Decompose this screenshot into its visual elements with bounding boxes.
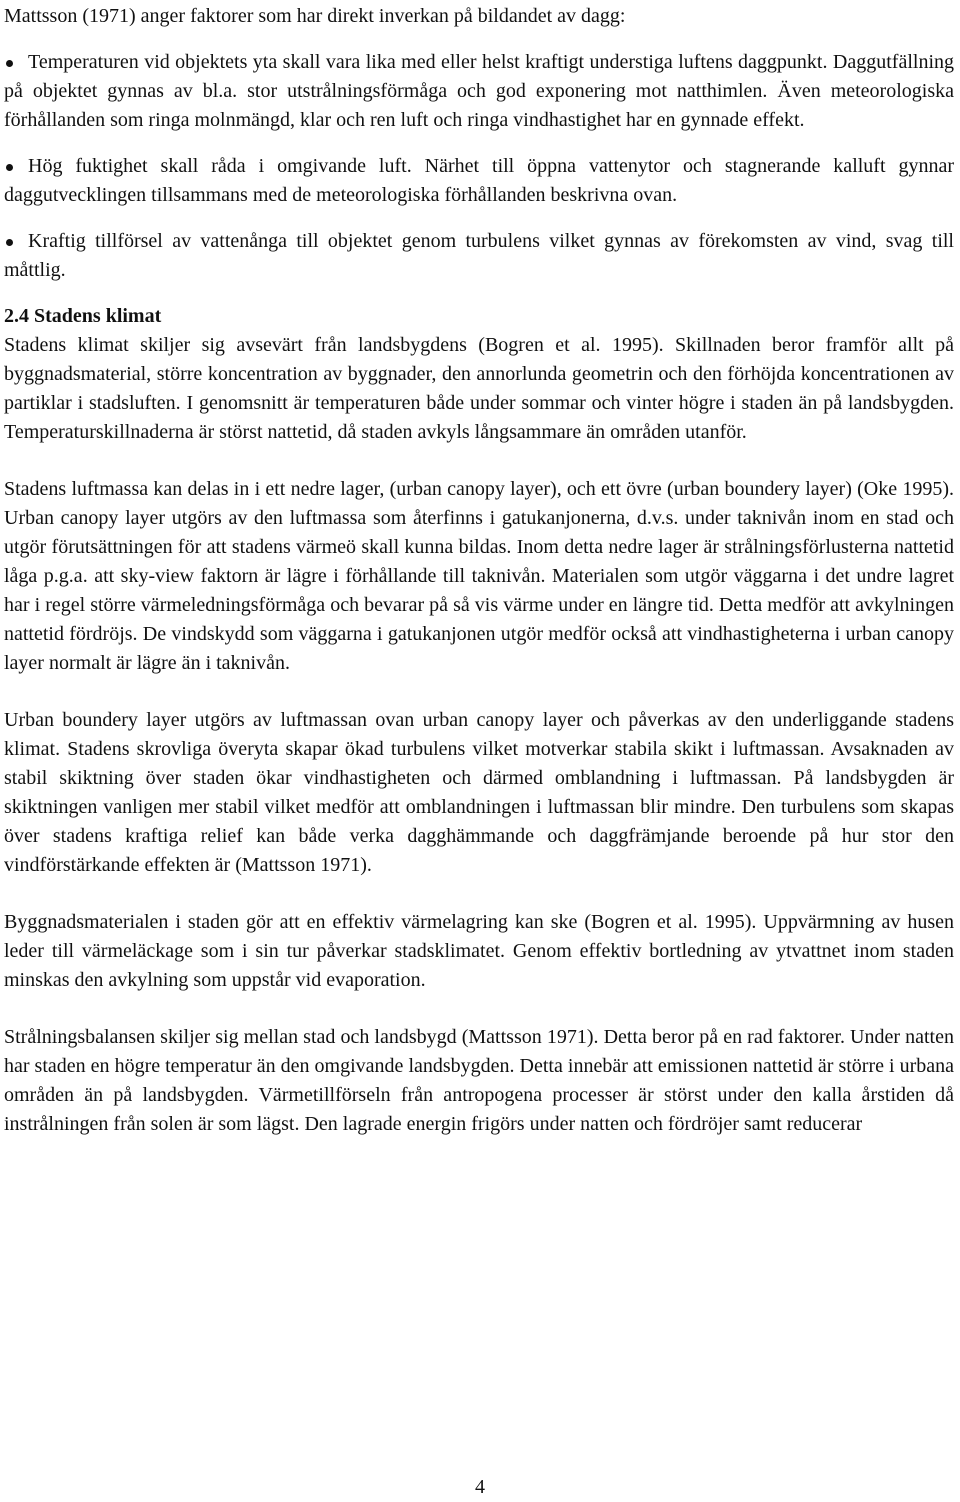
bullet-text: Kraftig tillförsel av vattenånga till objektet genom turbulens vilket gynnas av förekomsten av vind, svag till måttlig. xyxy=(4,230,954,281)
section-paragraph: Stadens luftmassa kan delas in i ett nedre lager, (urban canopy layer), och ett övre (urban boundery layer) (Oke 1995). Urban canopy layer utgörs av den luftmassa som återfinns i gatukanjonerna, d.v.s. under taknivån inom en stad och utgör förutsättningen för att stadens värmeö skall kunna bildas. Inom detta nedre lager är strålningsförlusterna nattetid låga p.g.a. att sky-view faktorn är lägre i förhållande till taknivån. Materialen som utgör väggarna i det undre lagret har i regel större värmeledningsförmåga och bevarar på så vis värme under en längre tid. Detta medför att avkylningen nattetid fördröjs. De vindskydd som väggarna i gatukanjonen utgör medför också att vindhastigheterna i urban canopy layer normalt är lägre än i taknivån. xyxy=(4,478,954,674)
factor-list xyxy=(4,48,954,285)
section-heading: 2.4 Stadens klimat xyxy=(4,305,162,327)
list-item xyxy=(4,48,954,135)
bullet-text: Temperaturen vid objektets yta skall vara lika med eller helst kraftigt understiga luftens daggpunkt. Daggutfällning på objektet gynnas av bl.a. stor utstrålningsförmåga och god exponering mot natthimlen. Även meteorologiska förhållanden som ringa molnmängd, klar och ren luft och ringa vindhastighet har en gynnade effekt. xyxy=(4,51,954,131)
section-paragraph: Strålningsbalansen skiljer sig mellan stad och landsbygd (Mattsson 1971). Detta beror på en rad faktorer. Under natten har staden en högre temperatur än den omgivande landsbygden. Detta innebär att emissionen nattetid är större i urbana områden än på landsbygden. Värmetillförseln från antropogena processer är störst under den kalla årstiden då instrålningen från solen är som lägst. Den lagrade energin frigörs under natten och fördröjer samt reducerar xyxy=(4,1026,954,1135)
bullet-dot-icon xyxy=(6,239,13,246)
document-page xyxy=(4,0,954,1167)
bullet-text: Hög fuktighet skall råda i omgivande luft. Närhet till öppna vattenytor och stagnerande kalluft gynnar daggutvecklingen tillsammans med de meteorologiska förhållanden beskrivna ovan. xyxy=(4,155,954,206)
intro-text: Mattsson (1971) anger faktorer som har direkt inverkan på bildandet av dagg: xyxy=(4,5,626,27)
bullet-dot-icon xyxy=(6,164,13,171)
section-paragraph: Stadens klimat skiljer sig avsevärt från landsbygdens (Bogren et al. 1995). Skillnaden beror framför allt på byggnadsmaterial, större koncentration av byggnader, den annorlunda geometrin och den förhöjda koncentrationen av partiklar i stadsluften. I genomsnitt är temperaturen både under sommar och vinter högre i staden än på landsbygden. Temperaturskillnaderna är störst nattetid, då staden avkyls långsammare än områden utanför. xyxy=(4,334,954,443)
page-number: 4 xyxy=(475,1476,485,1498)
section-paragraph: Urban boundery layer utgörs av luftmassan ovan urban canopy layer och påverkas av den underliggande stadens klimat. Stadens skrovliga överyta skapar ökad turbulens vilket motverkar stabila skikt i luftmassan. Avsaknaden av stabil skiktning över staden ökar vindhastigheten och därmed omblandning i luftmassan. På landsbygden är skiktningen vanligen mer stabil vilket medför att omblandningen i luftmassan blir mindre. Den turbulens som skapas över stadens kraftiga relief kan både verka dagghämmande och daggfrämjande beroende på hur stor den vindförstärkande effekten är (Mattsson 1971). xyxy=(4,709,954,876)
list-item xyxy=(4,227,954,285)
bullet-dot-icon xyxy=(6,60,13,67)
list-item xyxy=(4,152,954,210)
section-paragraph: Byggnadsmaterialen i staden gör att en effektiv värmelagring kan ske (Bogren et al. 1995). Uppvärmning av husen leder till värmeläckage som i sin tur påverkar stadsklimatet. Genom effektiv bortledning av ytvattnet inom staden minskas den avkylning som uppstår vid evaporation. xyxy=(4,911,954,991)
